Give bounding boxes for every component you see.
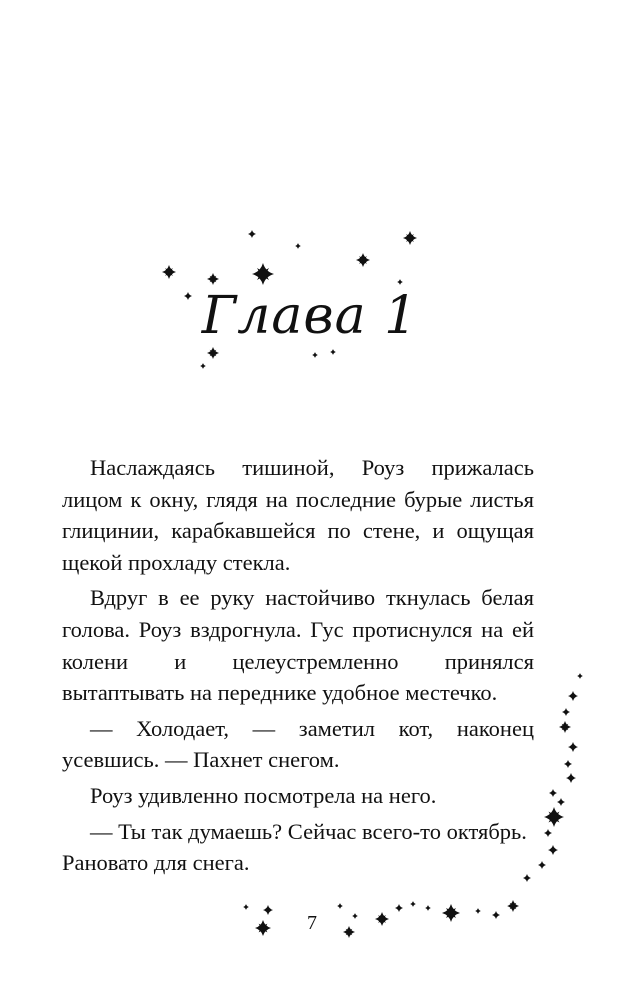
chapter-text	[62, 452, 534, 883]
sparkle-star-icon	[397, 279, 403, 285]
sparkle-star-icon	[295, 243, 301, 249]
sparkle-star-icon	[352, 913, 358, 919]
sparkle-star-icon	[337, 903, 343, 909]
paragraph-1: Наслаждаясь тишиной, Роуз прижалась лицом к окну, глядя на последние бурые листья глицинии, карабкавшейся по стене, и ощущая щекой прохладу стекла.	[62, 455, 534, 575]
paragraph-3: — Холодает, — заметил кот, наконец усевшись. — Пахнет снегом.	[62, 715, 534, 773]
sparkle-star-icon	[492, 911, 500, 919]
sparkle-star-icon	[243, 904, 249, 910]
sparkle-star-icon	[312, 352, 318, 358]
sparkle-star-icon	[568, 742, 578, 752]
paragraph-5: — Ты так думаешь? Сейчас всего-то октябрь. Рановато для снега.	[62, 818, 527, 876]
sparkle-star-icon	[425, 905, 431, 911]
sparkle-star-icon	[562, 708, 570, 716]
paragraph-2: Вдруг в ее руку настойчиво ткнулась белая голова. Роуз вздрогнула. Гус протиснулся на ей колени и целеустремленно принялся вытаптывать на переднике удобное местечко.	[62, 585, 534, 706]
sparkle-star-icon	[538, 861, 546, 869]
sparkle-star-icon	[568, 691, 578, 701]
sparkle-star-icon	[549, 789, 557, 797]
sparkle-star-icon	[200, 363, 206, 369]
page-number: 7	[307, 912, 317, 934]
chapter-title: Глава 1	[201, 286, 419, 346]
sparkle-star-icon	[263, 905, 273, 915]
paragraph-4: Роуз удивленно посмотрела на него.	[90, 782, 437, 808]
sparkle-star-icon	[395, 904, 403, 912]
sparkle-star-icon	[566, 773, 576, 783]
sparkle-star-icon	[577, 673, 583, 679]
sparkle-star-icon	[330, 349, 336, 355]
sparkle-star-icon	[557, 798, 565, 806]
sparkle-star-icon	[410, 901, 416, 907]
sparkle-star-icon	[544, 829, 552, 837]
sparkle-star-icon	[248, 230, 256, 238]
sparkle-star-icon	[475, 908, 481, 914]
sparkle-star-icon	[564, 760, 572, 768]
sparkle-star-icon	[548, 845, 558, 855]
